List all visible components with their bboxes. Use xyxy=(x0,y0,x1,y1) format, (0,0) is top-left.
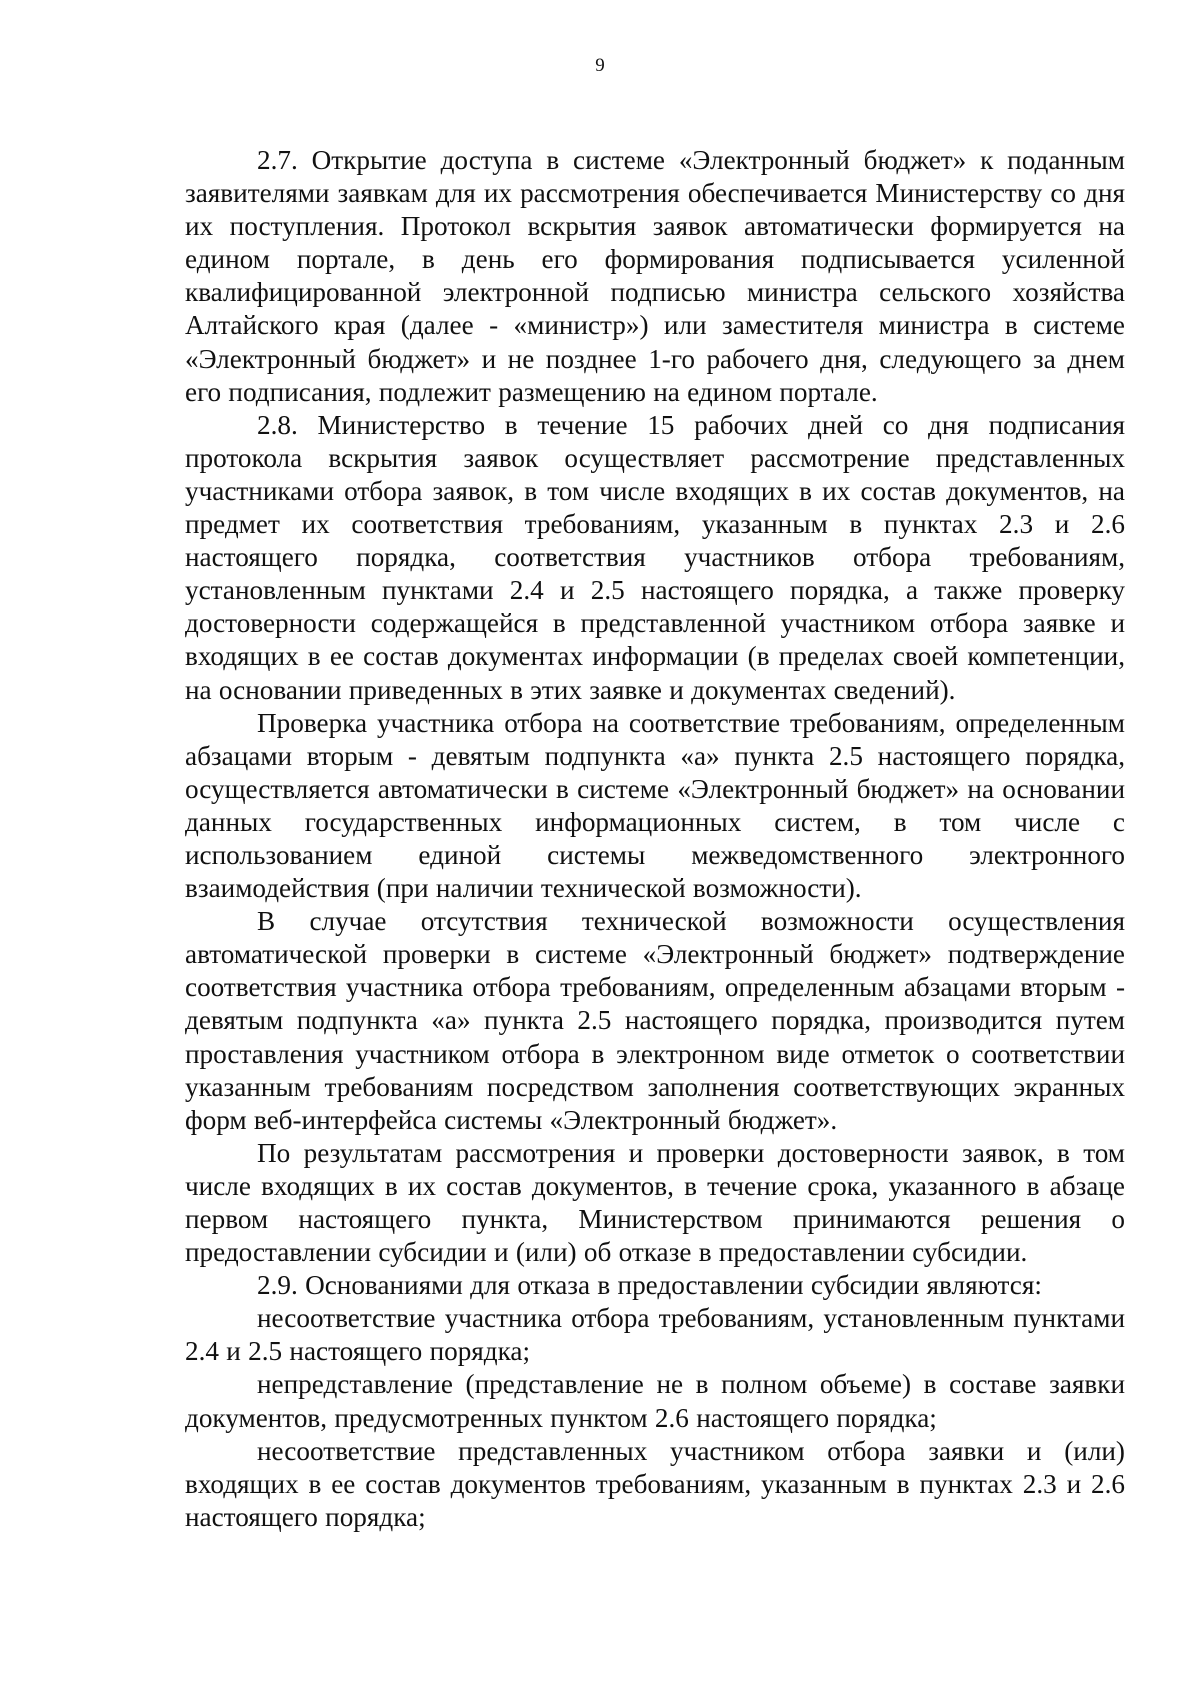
paragraph-automatic-check: Проверка участника отбора на соответствие требованиям, определенным абзацами вторым - девятым подпункта «а» пункта 2.5 настоящего порядка, осуществляется автоматически в системе «Электронный бюджет» на основании данных государственных информационных систем, в том числе с использованием единой системы межведомственного электронного взаимодействия (при наличии технической возможности). xyxy=(185,707,1125,904)
paragraph-review-results: По результатам рассмотрения и проверки достоверности заявок, в том числе входящих в их состав документов, в течение срока, указанного в абзаце первом настоящего пункта, Министерством принимаются решения о предоставлении субсидии и (или) об отказе в предоставлении субсидии. xyxy=(185,1137,1125,1268)
paragraph-manual-confirmation: В случае отсутствия технической возможности осуществления автоматической проверки в системе «Электронный бюджет» подтверждение соответствия участника отбора требованиям, определенным абзацами вторым - девятым подпункта «а» пункта 2.5 настоящего порядка, производится путем проставления участником отбора в электронном виде отметок о соответствии указанным требованиям посредством заполнения соответствующих экранных форм веб-интерфейса системы «Электронный бюджет». xyxy=(185,906,1125,1135)
paragraph-2-7: 2.7. Открытие доступа в системе «Электронный бюджет» к поданным заявителями заявкам для их рассмотрения обеспечивается Министерству со дня их поступления. Протокол вскрытия заявок автоматически формируется на едином портале, в день его формирования подписывается усиленной квалифицированной электронной подписью министра сельского хозяйства Алтайского края (далее - «министр») или заместителя министра в системе «Электронный бюджет» и не позднее 1-го рабочего дня, следующего за днем его подписания, подлежит размещению на едином портале. xyxy=(185,145,1125,407)
document-body xyxy=(185,144,1125,1534)
list-item-refusal-ground-3: несоответствие представленных участником отбора заявки и (или) входящих в ее состав документов требованиям, указанным в пунктах 2.3 и 2.6 настоящего порядка; xyxy=(185,1435,1125,1532)
paragraph-2-8: 2.8. Министерство в течение 15 рабочих дней со дня подписания протокола вскрытия заявок осуществляет рассмотрение представленных участниками отбора заявок, в том числе входящих в их состав документов, на предмет их соответствия требованиям, указанным в пунктах 2.3 и 2.6 настоящего порядка, соответствия участников отбора требованиям, установленным пунктами 2.4 и 2.5 настоящего порядка, а также проверку достоверности содержащейся в представленной участником отбора заявке и входящих в ее состав документах информации (в пределах своей компетенции, на основании приведенных в этих заявке и документах сведений). xyxy=(185,409,1125,705)
paragraph-2-9: 2.9. Основаниями для отказа в предоставлении субсидии являются: xyxy=(257,1270,1042,1301)
page-number: 9 xyxy=(595,55,605,76)
list-item-refusal-ground-1: несоответствие участника отбора требованиям, установленным пунктами 2.4 и 2.5 настоящего порядка; xyxy=(185,1303,1125,1367)
list-item-refusal-ground-2: непредставление (представление не в полном объеме) в составе заявки документов, предусмотренных пунктом 2.6 настоящего порядка; xyxy=(185,1369,1125,1433)
